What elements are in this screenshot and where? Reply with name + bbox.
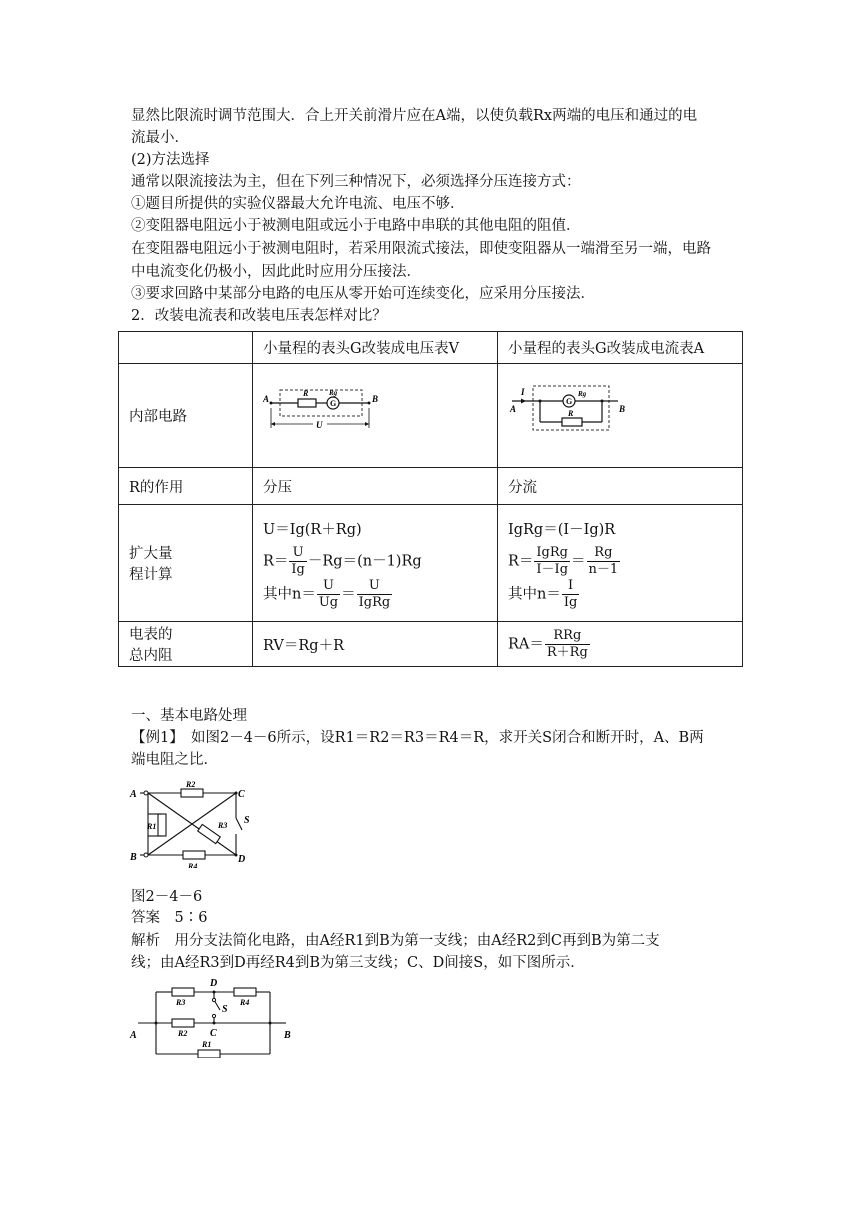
table-cell: 分流 (498, 468, 743, 505)
fraction: $\frac{Rg}{n-1}$ (588, 545, 619, 577)
text-line: 通常以限流接法为主，但在下列三种情况下，必须选择分压连接方式： (131, 174, 581, 190)
r3-label: R3 (176, 998, 186, 1007)
formula-line: R＝ $\frac{\text{IgRg}}{I-Ig}$ ＝ $\frac{Rg}{n-1}$ (508, 545, 619, 577)
section-heading: 2．改装电流表和改装电压表怎样对比？ (131, 308, 387, 324)
table-cell (119, 332, 253, 364)
text-line: ③要求回路中某部分电路的电压从零开始可连续变化，应采用分压接法． (131, 286, 595, 302)
r2-label: R2 (186, 780, 196, 789)
table-cell: RA＝ $\frac{\text{RRg}}{R+Rg}$ (498, 622, 743, 667)
node-b-label: B (130, 852, 137, 863)
row-label (119, 505, 253, 622)
rg-label: Rg (329, 388, 338, 397)
fraction: $\frac{I}{Ig}$ (563, 578, 578, 610)
row-label-line: 扩大量 (129, 546, 173, 562)
formula-line: U＝Ig(R＋Rg) (263, 522, 362, 538)
formula-line: IgRg＝(I－Ig)R (508, 522, 616, 538)
analysis-text: 线；由A经R3到D再经R4到B为第三支线；C、D间接S，如下图所示． (131, 955, 585, 971)
row-label: R的作用 (119, 468, 253, 505)
r4-label: R4 (188, 862, 198, 868)
terminal-a-label: A (510, 403, 517, 414)
table-row (119, 332, 743, 364)
resistor-label: R (568, 408, 574, 418)
current-label: I (521, 386, 525, 397)
formula-line: 其中n＝ $\frac{I}{Ig}$ (508, 578, 578, 610)
row-label-line: 总内阻 (129, 648, 173, 664)
section-heading: (2)方法选择 (131, 152, 210, 168)
voltmeter-formula-cell (253, 505, 498, 622)
row-label: 内部电路 (119, 364, 253, 468)
table-row (119, 468, 743, 505)
galvanometer-label: G (330, 398, 337, 408)
row-label-line: 程计算 (129, 567, 173, 583)
table-row (119, 505, 743, 622)
section-title: 一、基本电路处理 (131, 708, 247, 724)
fraction: $\frac{\text{RRg}}{R+Rg}$ (546, 627, 588, 660)
formula-line: 其中n＝ $\frac{U}{Ug}$ ＝ $\frac{U}{\text{IgRg}}$ (263, 578, 391, 610)
row-label-line: 电表的 (129, 627, 173, 643)
node-b-label: B (284, 1030, 291, 1041)
fraction: $\frac{\text{IgRg}}{I-Ig}$ (536, 545, 569, 577)
answer: 答案 5∶6 (131, 910, 208, 926)
text-line: 中电流变化仍极小，因此此时应用分压接法． (131, 264, 421, 280)
terminal-a-label: A (263, 393, 270, 404)
r4-label: R4 (240, 998, 250, 1007)
table-cell: 分压 (253, 468, 498, 505)
voltmeter-circuit-cell (253, 364, 498, 468)
figure-caption: 图2－4－6 (131, 889, 203, 905)
ammeter-formula-cell (498, 505, 743, 622)
example-text: 【例1】 如图2－4－6所示，设R1＝R2＝R3＝R4＝R，求开关S闭合和断开时，A、B两 (131, 730, 704, 746)
comparison-table (118, 331, 743, 667)
voltage-label: U (316, 419, 323, 430)
ammeter-circuit-cell (498, 364, 743, 468)
switch-label: S (222, 1004, 228, 1015)
fraction: $\frac{U}{\text{IgRg}}$ (358, 578, 391, 610)
r3-label: R3 (218, 821, 228, 830)
r1-label: R1 (202, 1040, 212, 1049)
node-c-label: C (238, 789, 245, 800)
row-label (119, 622, 253, 667)
table-header: 小量程的表头G改装成电流表A (498, 332, 743, 364)
node-a-label: A (130, 789, 137, 800)
text-line: 在变阻器电阻远小于被测电阻时，若采用限流式接法，即使变阻器从一端滑至另一端，电路 (131, 241, 711, 257)
text-line: 流最小． (131, 130, 189, 146)
switch-label: S (244, 815, 250, 826)
text-line: ①题目所提供的实验仪器最大允许电流、电压不够． (131, 196, 465, 212)
text-line: ②变阻器电阻远小于被测电阻或远小于电路中串联的其他电阻的阻值． (131, 218, 581, 234)
node-a-label: A (130, 1030, 137, 1041)
node-d-label: D (210, 978, 218, 989)
analysis-text: 解析 用分支法简化电路，由A经R1到B为第一支线；由A经R2到C再到B为第二支 (131, 933, 660, 949)
node-d-label: D (238, 854, 246, 865)
fraction: $\frac{U}{Ug}$ (318, 578, 339, 610)
ammeter-circuit-diagram (508, 384, 628, 444)
table-row (119, 364, 743, 468)
resistor-label: R (303, 388, 309, 398)
rg-label: Rg (578, 389, 587, 398)
fraction: $\frac{U}{Ig}$ (291, 545, 305, 577)
node-c-label: C (210, 1028, 217, 1039)
table-row (119, 622, 743, 667)
terminal-b-label: B (619, 403, 626, 414)
example-text: 端电阻之比． (131, 752, 218, 768)
voltmeter-circuit-diagram (263, 384, 383, 444)
formula-line: R＝ $\frac{U}{Ig}$ －Rg＝(n－1)Rg (263, 545, 422, 577)
table-header: 小量程的表头G改装成电压表V (253, 332, 498, 364)
table-cell: RV＝Rg＋R (253, 622, 498, 667)
galvanometer-label: G (566, 396, 573, 406)
text-line: 显然比限流时调节范围大．合上开关前滑片应在A端，以使负载Rx两端的电压和通过的电 (131, 108, 698, 124)
r2-label: R2 (178, 1029, 188, 1038)
terminal-b-label: B (372, 393, 379, 404)
figure-2-4-6 (128, 778, 258, 868)
r1-label: R1 (147, 822, 157, 831)
simplified-circuit (128, 976, 308, 1058)
